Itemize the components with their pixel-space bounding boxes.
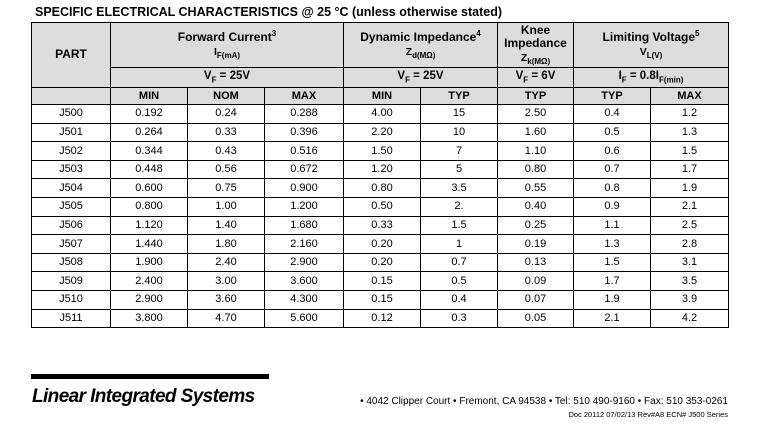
dynamic-impedance-header: Dynamic Impedance$^4$ $Z_{d(M\Omega)}$ [344, 23, 498, 68]
value-cell: 3.800 [111, 309, 188, 328]
page-title: SPECIFIC ELECTRICAL CHARACTERISTICS @ 25 °C (unless otherwise stated) [35, 5, 503, 19]
value-cell: 0.448 [111, 160, 188, 179]
table-row [32, 216, 729, 235]
table-row [32, 123, 729, 142]
subcolumn-header: TYP [421, 88, 498, 105]
value-cell: 3.9 [651, 290, 729, 309]
value-cell: 1.680 [265, 216, 344, 235]
subcolumn-header: NOM [188, 88, 265, 105]
part-cell: J507 [32, 235, 111, 254]
value-cell: 0.09 [498, 272, 574, 291]
value-cell: 1.440 [111, 235, 188, 254]
value-cell: 5.600 [265, 309, 344, 328]
value-cell: 1.9 [574, 290, 651, 309]
value-cell: 0.3 [421, 309, 498, 328]
value-cell: 5 [421, 160, 498, 179]
value-cell: 0.19 [498, 235, 574, 254]
part-cell: J505 [32, 197, 111, 216]
value-cell: 0.33 [188, 123, 265, 142]
value-cell: 10 [421, 123, 498, 142]
company-address: • 4042 Clipper Court • Fremont, CA 94538 • Tel: 510 490-9160 • Fax: 510 353-0261 [360, 396, 728, 407]
value-cell: 0.600 [111, 179, 188, 198]
value-cell: 4.300 [265, 290, 344, 309]
table-row [32, 197, 729, 216]
table-row [32, 142, 729, 161]
value-cell: 0.80 [498, 160, 574, 179]
value-cell: 0.5 [574, 123, 651, 142]
value-cell: 2.160 [265, 235, 344, 254]
table-row [32, 272, 729, 291]
value-cell: 1.50 [344, 142, 421, 161]
value-cell: 0.15 [344, 290, 421, 309]
table-row [32, 179, 729, 198]
part-cell: J500 [32, 105, 111, 124]
part-subheader-blank [32, 88, 111, 105]
value-cell: 2.900 [111, 290, 188, 309]
company-logo-text: Linear Integrated Systems [32, 386, 255, 407]
part-cell: J506 [32, 216, 111, 235]
value-cell: 0.6 [574, 142, 651, 161]
part-header: PART [32, 23, 111, 88]
value-cell: 0.55 [498, 179, 574, 198]
value-cell: 0.20 [344, 253, 421, 272]
value-cell: 0.56 [188, 160, 265, 179]
subcolumn-header: MIN [111, 88, 188, 105]
knee-impedance-condition: $V_F = 6V$ [498, 68, 574, 88]
value-cell: 2.1 [651, 197, 729, 216]
value-cell: 2.400 [111, 272, 188, 291]
value-cell: 0.900 [265, 179, 344, 198]
value-cell: 1.120 [111, 216, 188, 235]
value-cell: 0.396 [265, 123, 344, 142]
value-cell: 0.800 [111, 197, 188, 216]
value-cell: 4.2 [651, 309, 729, 328]
value-cell: 1.10 [498, 142, 574, 161]
value-cell: 1.5 [574, 253, 651, 272]
part-cell: J504 [32, 179, 111, 198]
value-cell: 1.7 [574, 272, 651, 291]
subcolumn-header: TYP [498, 88, 574, 105]
value-cell: 0.672 [265, 160, 344, 179]
value-cell: 3.60 [188, 290, 265, 309]
value-cell: 2.1 [574, 309, 651, 328]
value-cell: 2.20 [344, 123, 421, 142]
value-cell: 4.70 [188, 309, 265, 328]
value-cell: 1.900 [111, 253, 188, 272]
value-cell: 0.8 [574, 179, 651, 198]
value-cell: 1.7 [651, 160, 729, 179]
value-cell: 0.50 [344, 197, 421, 216]
value-cell: 3.00 [188, 272, 265, 291]
limiting-voltage-condition: $I_F = 0.8I_{F(min)}$ [574, 68, 729, 88]
value-cell: 0.7 [574, 160, 651, 179]
table-row [32, 160, 729, 179]
value-cell: 0.4 [574, 105, 651, 124]
value-cell: 0.24 [188, 105, 265, 124]
table-row [32, 235, 729, 254]
dynamic-impedance-condition: $V_F = 25V$ [344, 68, 498, 88]
value-cell: 1.00 [188, 197, 265, 216]
forward-current-header: Forward Current$^3$ $I_{F(mA)}$ [111, 23, 344, 68]
value-cell: 0.25 [498, 216, 574, 235]
value-cell: 1.60 [498, 123, 574, 142]
value-cell: 2.40 [188, 253, 265, 272]
value-cell: 2.8 [651, 235, 729, 254]
value-cell: 0.288 [265, 105, 344, 124]
limiting-voltage-header: Limiting Voltage$^5$ $V_{L(V)}$ [574, 23, 729, 68]
value-cell: 0.75 [188, 179, 265, 198]
part-cell: J501 [32, 123, 111, 142]
value-cell: 1.80 [188, 235, 265, 254]
value-cell: 1.3 [574, 235, 651, 254]
subcolumn-header: MAX [651, 88, 729, 105]
part-cell: J502 [32, 142, 111, 161]
value-cell: 1.5 [421, 216, 498, 235]
part-cell: J503 [32, 160, 111, 179]
value-cell: 1.1 [574, 216, 651, 235]
part-cell: J510 [32, 290, 111, 309]
value-cell: 0.43 [188, 142, 265, 161]
value-cell: 0.264 [111, 123, 188, 142]
value-cell: 3.600 [265, 272, 344, 291]
knee-impedance-header: Knee Impedance $Z_{k(M\Omega)}$ [498, 23, 574, 68]
value-cell: 0.20 [344, 235, 421, 254]
value-cell: 0.4 [421, 290, 498, 309]
value-cell: 2.50 [498, 105, 574, 124]
value-cell: 2.900 [265, 253, 344, 272]
subcolumn-header: MIN [344, 88, 421, 105]
value-cell: 0.516 [265, 142, 344, 161]
value-cell: 3.1 [651, 253, 729, 272]
value-cell: 15 [421, 105, 498, 124]
value-cell: 2.5 [651, 216, 729, 235]
subcolumn-header: MAX [265, 88, 344, 105]
value-cell: 0.344 [111, 142, 188, 161]
value-cell: 3.5 [651, 272, 729, 291]
value-cell: 0.15 [344, 272, 421, 291]
value-cell: 0.80 [344, 179, 421, 198]
table-row [32, 253, 729, 272]
value-cell: 7 [421, 142, 498, 161]
value-cell: 0.40 [498, 197, 574, 216]
subcolumn-header: TYP [574, 88, 651, 105]
table-row [32, 105, 729, 124]
part-cell: J511 [32, 309, 111, 328]
value-cell: 0.05 [498, 309, 574, 328]
value-cell: 1.200 [265, 197, 344, 216]
value-cell: 1.40 [188, 216, 265, 235]
table-row [32, 290, 729, 309]
value-cell: 0.192 [111, 105, 188, 124]
value-cell: 0.13 [498, 253, 574, 272]
value-cell: 0.5 [421, 272, 498, 291]
value-cell: 4.00 [344, 105, 421, 124]
document-info: Doc 20112 07/02/13 Rev#A8 ECN# J500 Series [568, 410, 728, 419]
value-cell: 1.3 [651, 123, 729, 142]
table-body [32, 105, 729, 328]
part-cell: J508 [32, 253, 111, 272]
value-cell: 1 [421, 235, 498, 254]
value-cell: 0.33 [344, 216, 421, 235]
value-cell: 0.9 [574, 197, 651, 216]
part-cell: J509 [32, 272, 111, 291]
value-cell: 0.7 [421, 253, 498, 272]
value-cell: 0.12 [344, 309, 421, 328]
value-cell: 1.9 [651, 179, 729, 198]
value-cell: 1.5 [651, 142, 729, 161]
value-cell: 2. [421, 197, 498, 216]
forward-current-condition: $V_F = 25V$ [111, 68, 344, 88]
value-cell: 3.5 [421, 179, 498, 198]
value-cell: 1.20 [344, 160, 421, 179]
characteristics-table [31, 22, 729, 328]
footer-rule [31, 374, 269, 379]
table-row [32, 309, 729, 328]
value-cell: 1.2 [651, 105, 729, 124]
value-cell: 0.07 [498, 290, 574, 309]
